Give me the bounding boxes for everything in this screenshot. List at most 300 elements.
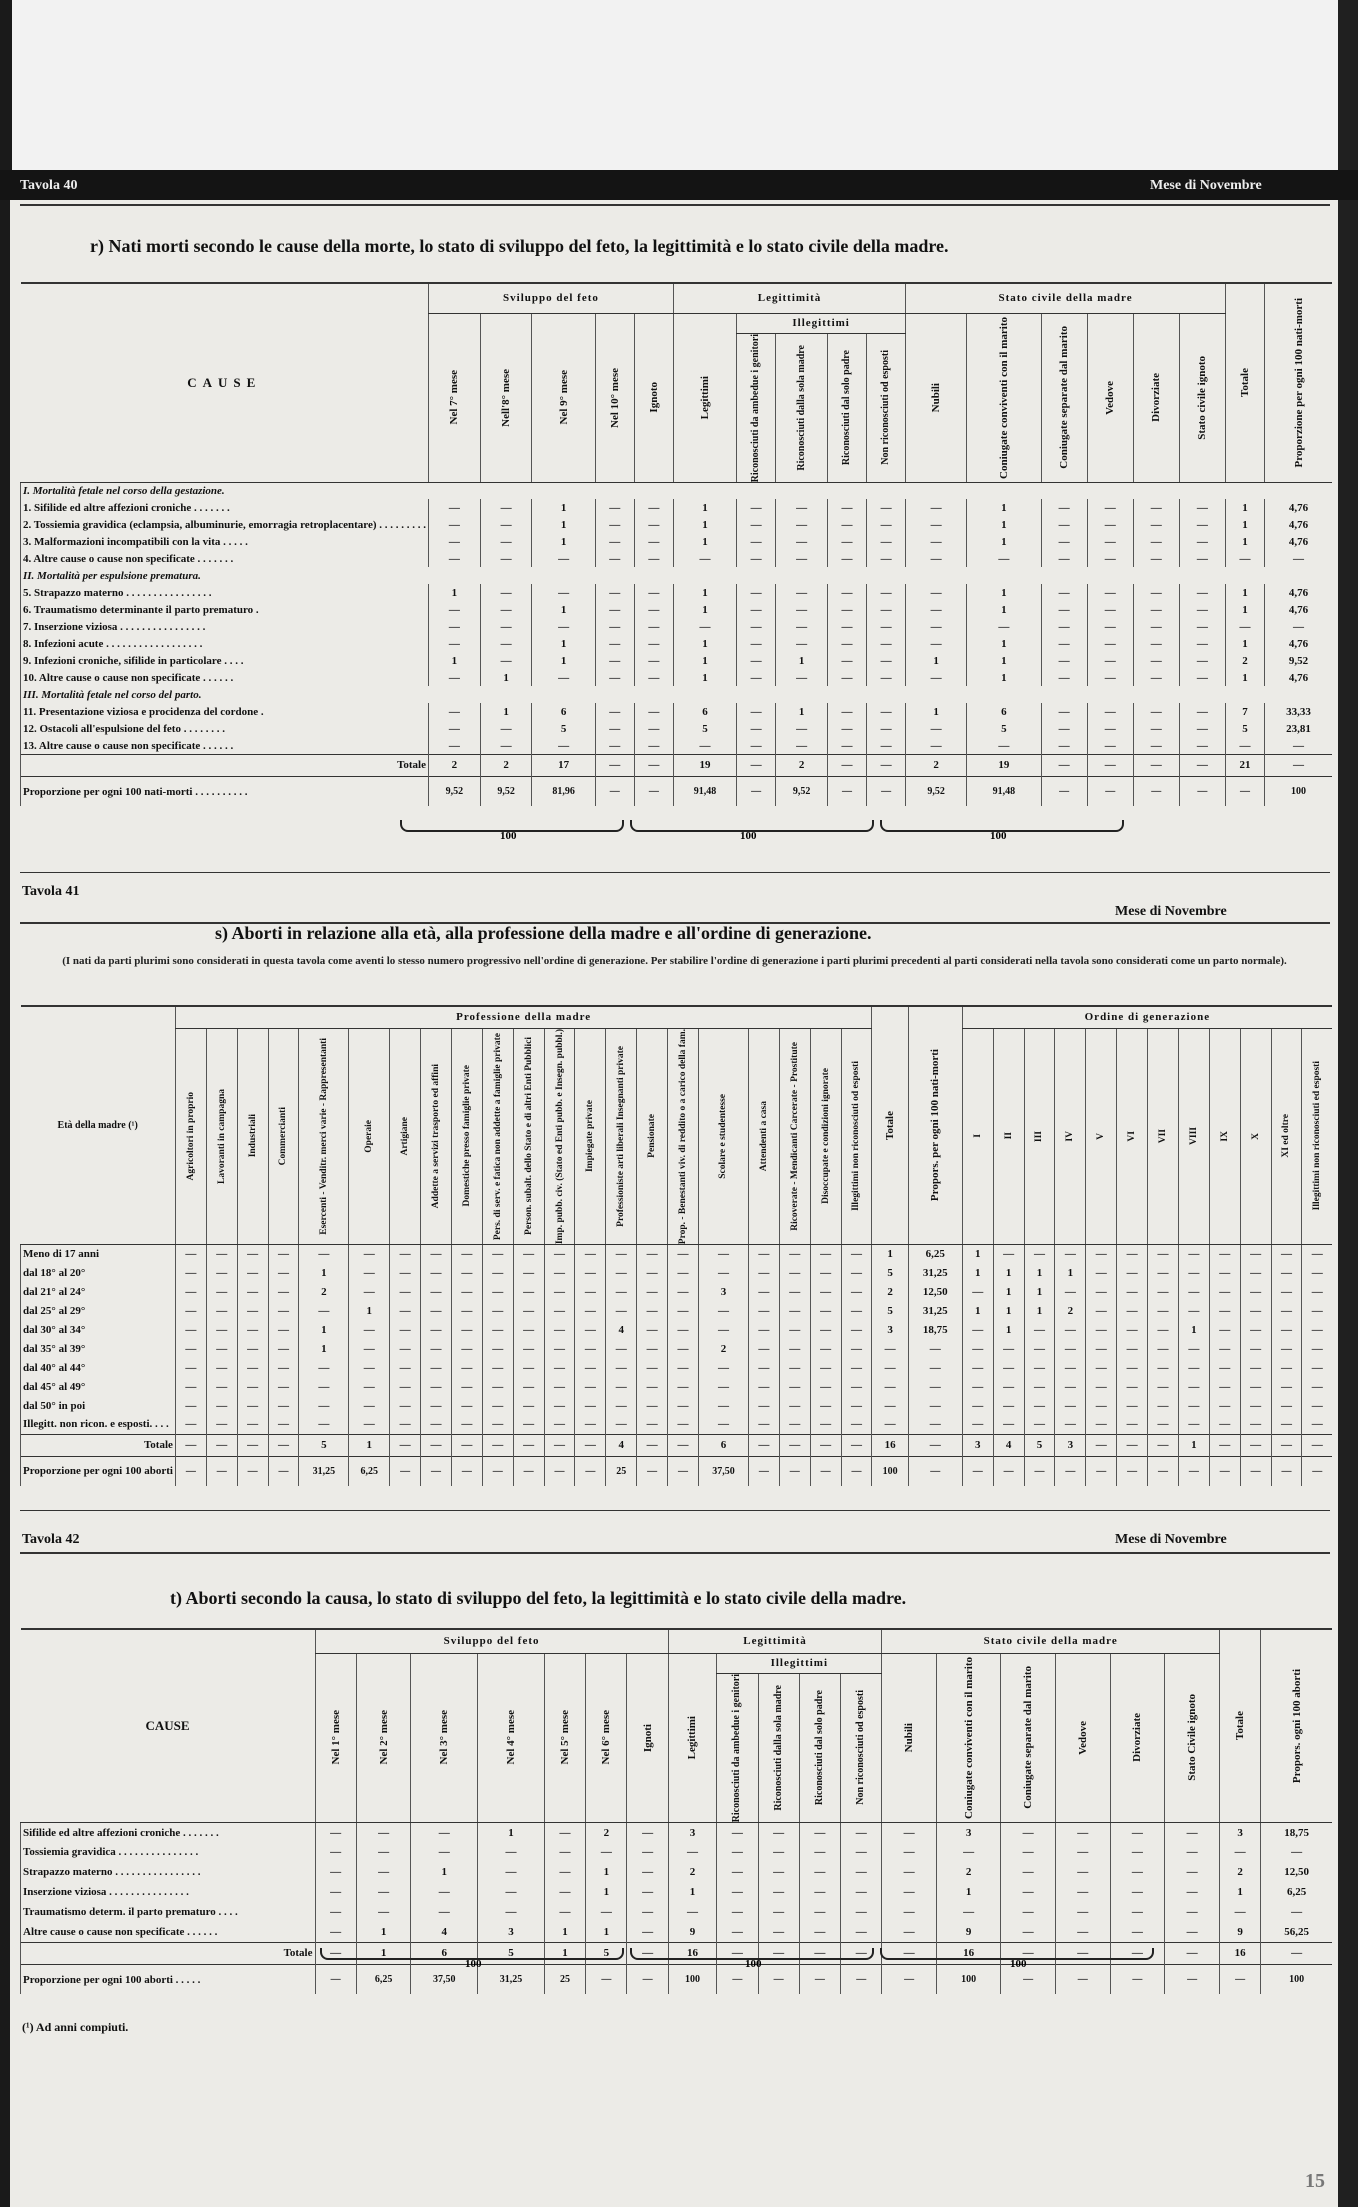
total-cell: 1 [1178, 1434, 1209, 1456]
table-cell: — [737, 516, 776, 533]
table-cell: — [175, 1263, 206, 1282]
table-cell: — [1086, 1396, 1117, 1415]
table-cell: — [1117, 1396, 1148, 1415]
total-cell: 4 [993, 1434, 1024, 1456]
table-cell: 1 [532, 635, 595, 652]
total-cell: — [1055, 1942, 1110, 1964]
table-cell: — [411, 1822, 478, 1842]
table-cell: — [206, 1358, 237, 1377]
table-cell: — [513, 1282, 544, 1301]
table-cell: — [841, 1263, 872, 1282]
footnote: (¹) Ad anni compiuti. [22, 2020, 129, 2034]
table-t-col-header: Nel 1° mese [315, 1653, 356, 1822]
row-label: 4. Altre cause o cause non specificate . . . . . . . [21, 550, 429, 567]
table-cell: — [799, 1882, 840, 1902]
total-cell: 19 [967, 754, 1042, 776]
table-cell: — [482, 1244, 513, 1263]
table-cell: 1 [962, 1301, 993, 1320]
proportion-cell: — [421, 1456, 452, 1486]
proportion-cell: — [1110, 1964, 1165, 1994]
table-cell: — [962, 1377, 993, 1396]
table-cell: — [1178, 1339, 1209, 1358]
proportion-cell: 31,25 [299, 1456, 349, 1486]
table-s-group-ordine: Ordine di generazione [962, 1006, 1332, 1028]
table-cell: — [1024, 1244, 1055, 1263]
table-cell: — [827, 737, 866, 754]
table-cell: — [1148, 1358, 1179, 1377]
table-cell: — [668, 1263, 699, 1282]
table-cell: — [668, 1301, 699, 1320]
table-cell: — [482, 1396, 513, 1415]
table-cell: — [634, 550, 673, 567]
table-cell: — [737, 737, 776, 754]
table-cell: 1 [668, 1882, 717, 1902]
table-s-col-header: VI [1117, 1028, 1148, 1244]
total-cell: — [717, 1942, 758, 1964]
total-label: Totale [21, 1942, 316, 1964]
table-row [21, 584, 1333, 601]
table-s-col-header: I [962, 1028, 993, 1244]
table-cell: — [1148, 1339, 1179, 1358]
table-cell: — [717, 1882, 758, 1902]
table-cell: — [737, 635, 776, 652]
table-row [21, 686, 1333, 703]
table-cell: — [1179, 533, 1225, 550]
proportion-cell: — [595, 776, 634, 806]
proportion-cell: — [1209, 1456, 1240, 1486]
table-row [21, 482, 1333, 499]
table-cell: — [1240, 1396, 1271, 1415]
table-cell: — [544, 1244, 575, 1263]
total-cell: 19 [673, 754, 736, 776]
table-cell: — [1302, 1282, 1332, 1301]
table-cell: — [906, 618, 967, 635]
table-cell: — [1271, 1415, 1302, 1434]
table-cell: — [299, 1377, 349, 1396]
table-cell: 1 [1225, 499, 1264, 516]
table-row [21, 1358, 1333, 1377]
table-cell: — [513, 1396, 544, 1415]
total-cell: — [634, 754, 673, 776]
proportion-cell: — [1055, 1964, 1110, 1994]
total-cell: 16 [936, 1942, 1000, 1964]
table-cell: — [595, 635, 634, 652]
table-cell: — [1055, 1415, 1086, 1434]
table-cell: — [827, 516, 866, 533]
table-cell: — [1240, 1339, 1271, 1358]
table-cell: — [206, 1244, 237, 1263]
total-cell: — [1302, 1434, 1332, 1456]
proportion-cell: — [810, 1456, 841, 1486]
table-cell: — [1110, 1882, 1165, 1902]
table-cell: — [748, 1396, 779, 1415]
table-cell: — [882, 1882, 937, 1902]
table-cell: — [967, 618, 1042, 635]
table-cell: — [480, 533, 532, 550]
table-cell: — [1265, 550, 1332, 567]
table-cell: — [827, 533, 866, 550]
table-cell: 1 [993, 1263, 1024, 1282]
table-cell: — [175, 1396, 206, 1415]
table-cell: — [1165, 1882, 1220, 1902]
table-cell: — [737, 550, 776, 567]
divider-42 [20, 1510, 1330, 1511]
total-cell: — [1179, 754, 1225, 776]
table-t-sum-sviluppo: 100 [465, 1958, 482, 1970]
row-label: 13. Altre cause o cause non specificate . . . . . . [21, 737, 429, 754]
table-cell: — [451, 1358, 482, 1377]
table-cell: — [1086, 1282, 1117, 1301]
total-cell: 16 [872, 1434, 908, 1456]
table-cell: 1 [1225, 669, 1264, 686]
total-cell: 3 [962, 1434, 993, 1456]
proportion-cell: — [1055, 1456, 1086, 1486]
table-cell: — [827, 669, 866, 686]
table-cell: 1 [532, 652, 595, 669]
table-cell: — [634, 703, 673, 720]
table-row [21, 1301, 1333, 1320]
total-cell: 5 [478, 1942, 545, 1964]
total-cell: — [1001, 1942, 1056, 1964]
table-cell: — [779, 1377, 810, 1396]
table-cell: 1 [673, 516, 736, 533]
proportion-row [21, 1964, 1333, 1994]
divider-41 [20, 872, 1330, 873]
table-cell: 2 [698, 1339, 748, 1358]
table-r-body [21, 482, 1333, 806]
table-cell: — [513, 1301, 544, 1320]
table-cell: — [867, 720, 906, 737]
table-cell: — [1133, 499, 1179, 516]
table-row [21, 499, 1333, 516]
table-cell: — [841, 1358, 872, 1377]
table-cell: — [544, 1902, 585, 1922]
table-cell: — [480, 550, 532, 567]
table-s [20, 1005, 1332, 1486]
table-cell: — [451, 1377, 482, 1396]
table-cell: — [1001, 1862, 1056, 1882]
table-cell: — [268, 1244, 299, 1263]
proportion-cell: — [1133, 776, 1179, 806]
proportion-cell: — [993, 1456, 1024, 1486]
table-cell: — [480, 584, 532, 601]
total-cell: — [1271, 1434, 1302, 1456]
table-cell: 4,76 [1265, 635, 1332, 652]
table-cell: — [867, 499, 906, 516]
table-cell: — [315, 1902, 356, 1922]
table-cell: — [962, 1320, 993, 1339]
table-cell: — [595, 533, 634, 550]
table-row [21, 618, 1333, 635]
table-cell: — [627, 1922, 668, 1942]
table-cell: — [1055, 1377, 1086, 1396]
table-cell: — [206, 1396, 237, 1415]
table-row [21, 1922, 1333, 1942]
table-cell: — [1302, 1263, 1332, 1282]
total-cell: — [1240, 1434, 1271, 1456]
table-cell: — [1165, 1822, 1220, 1842]
table-cell: — [634, 669, 673, 686]
table-cell: — [1041, 652, 1087, 669]
table-cell: — [627, 1842, 668, 1862]
table-cell: — [698, 1415, 748, 1434]
table-r-col-header: Nel 10° mese [595, 313, 634, 482]
table-cell: — [606, 1415, 637, 1434]
table-t-sum-stato-civile: 100 [1010, 1958, 1027, 1970]
table-cell: 2 [936, 1862, 1000, 1882]
table-t-col-header: Nel 3° mese [411, 1653, 478, 1822]
proportion-cell: — [1086, 1456, 1117, 1486]
table-cell: — [810, 1244, 841, 1263]
table-r-col-totale: Totale [1225, 283, 1264, 482]
table-cell: — [532, 737, 595, 754]
table-cell: — [906, 533, 967, 550]
table-cell: — [1179, 652, 1225, 669]
table-cell: — [1225, 737, 1264, 754]
table-cell: — [606, 1282, 637, 1301]
proportion-cell: 100 [668, 1964, 717, 1994]
row-label: 2. Tossiemia gravidica (eclampsia, albuminurie, emorragia retroplacentare) . . . . . . . . . [21, 516, 429, 533]
table-cell: — [1055, 1902, 1110, 1922]
table-cell: — [906, 737, 967, 754]
proportion-cell: — [1148, 1456, 1179, 1486]
table-cell: — [810, 1358, 841, 1377]
proportion-cell: — [962, 1456, 993, 1486]
table-cell: — [776, 533, 828, 550]
table-cell: — [299, 1358, 349, 1377]
table-cell: — [606, 1377, 637, 1396]
table-cell: — [841, 1301, 872, 1320]
table-cell: 4,76 [1265, 601, 1332, 618]
table-cell: — [429, 720, 481, 737]
table-cell: — [206, 1339, 237, 1358]
table-cell: — [606, 1263, 637, 1282]
table-cell: 1 [1024, 1301, 1055, 1320]
total-cell: — [206, 1434, 237, 1456]
table-cell: — [390, 1396, 421, 1415]
table-s-title: s) Aborti in relazione alla età, alla professione della madre e all'ordine di generazione. [215, 923, 872, 943]
table-cell: — [1055, 1339, 1086, 1358]
table-cell: — [421, 1358, 452, 1377]
table-r-group-illegittimi: Illegittimi [737, 313, 906, 333]
table-s-col-header: IX [1209, 1028, 1240, 1244]
table-cell: — [237, 1358, 268, 1377]
table-cell: — [1041, 516, 1087, 533]
table-cell: — [668, 1415, 699, 1434]
table-cell: — [668, 1320, 699, 1339]
table-cell: — [673, 618, 736, 635]
table-t-body [21, 1822, 1333, 1994]
table-cell: — [776, 669, 828, 686]
table-cell: — [799, 1902, 840, 1922]
proportion-cell: — [841, 1964, 882, 1994]
table-cell: — [595, 516, 634, 533]
table-cell: — [841, 1842, 882, 1862]
total-cell: — [1148, 1434, 1179, 1456]
table-cell: 23,81 [1265, 720, 1332, 737]
proportion-cell: 31,25 [478, 1964, 545, 1994]
proportion-cell: — [206, 1456, 237, 1486]
table-cell: — [841, 1882, 882, 1902]
table-cell: 1 [1225, 516, 1264, 533]
table-cell: — [799, 1862, 840, 1882]
total-cell: — [1110, 1942, 1165, 1964]
table-cell: — [349, 1244, 390, 1263]
table-cell: — [1024, 1377, 1055, 1396]
table-cell: — [1087, 703, 1133, 720]
table-cell: — [390, 1282, 421, 1301]
table-cell: — [799, 1922, 840, 1942]
table-s-eta-header: Età della madre (¹) [21, 1006, 176, 1244]
table-cell: — [908, 1358, 962, 1377]
table-row [21, 1862, 1333, 1882]
table-cell: 1 [993, 1282, 1024, 1301]
table-cell: 31,25 [908, 1263, 962, 1282]
table-cell: — [237, 1320, 268, 1339]
table-cell: — [962, 1415, 993, 1434]
total-cell: — [1265, 754, 1332, 776]
table-cell: — [637, 1339, 668, 1358]
table-cell: — [1302, 1396, 1332, 1415]
table-cell: 1 [993, 1320, 1024, 1339]
table-cell: 1 [1225, 533, 1264, 550]
table-row [21, 1339, 1333, 1358]
table-cell: 5 [967, 720, 1042, 737]
table-s-col-header: III [1024, 1028, 1055, 1244]
table-cell: — [1261, 1902, 1332, 1922]
table-cell: — [480, 516, 532, 533]
table-cell: 7 [1225, 703, 1264, 720]
table-cell: — [513, 1263, 544, 1282]
total-cell: 1 [349, 1434, 390, 1456]
proportion-cell: 9,52 [776, 776, 828, 806]
table-cell: — [237, 1396, 268, 1415]
row-label: Illegitt. non ricon. e esposti. . . . [21, 1415, 176, 1434]
table-cell: — [349, 1263, 390, 1282]
total-cell: — [908, 1434, 962, 1456]
table-cell: — [513, 1320, 544, 1339]
table-cell: — [544, 1882, 585, 1902]
table-cell: — [1117, 1320, 1148, 1339]
table-cell: — [480, 618, 532, 635]
total-cell: — [758, 1942, 799, 1964]
total-cell: — [315, 1942, 356, 1964]
table-cell: — [779, 1282, 810, 1301]
table-cell: — [575, 1263, 606, 1282]
table-cell: — [421, 1282, 452, 1301]
table-row [21, 1415, 1333, 1434]
row-label: dal 45° al 49° [21, 1377, 176, 1396]
table-cell: — [606, 1244, 637, 1263]
table-row [21, 1882, 1333, 1902]
table-cell: — [634, 720, 673, 737]
table-cell: — [356, 1882, 411, 1902]
table-cell: — [872, 1415, 908, 1434]
table-cell: — [779, 1415, 810, 1434]
table-cell: — [1133, 516, 1179, 533]
scan-edge-right [1338, 0, 1358, 2207]
table-cell: — [390, 1301, 421, 1320]
table-cell: — [1117, 1282, 1148, 1301]
table-s-body [21, 1244, 1333, 1486]
table-cell: 1 [1219, 1882, 1260, 1902]
total-cell: 6 [411, 1942, 478, 1964]
table-cell: — [717, 1822, 758, 1842]
table-cell: — [315, 1922, 356, 1942]
table-s-col-header: VIII [1178, 1028, 1209, 1244]
table-cell: — [575, 1358, 606, 1377]
table-cell: 4,76 [1265, 516, 1332, 533]
table-cell: — [1240, 1358, 1271, 1377]
table-cell: 5 [872, 1301, 908, 1320]
table-cell: — [478, 1862, 545, 1882]
table-cell: — [779, 1263, 810, 1282]
table-cell: — [634, 516, 673, 533]
table-cell: — [544, 1263, 575, 1282]
table-cell: — [1148, 1263, 1179, 1282]
table-cell: — [1225, 550, 1264, 567]
table-s-col-header: Addette a servizi trasporto ed affini [421, 1028, 452, 1244]
table-cell: — [1179, 669, 1225, 686]
proportion-cell: — [1219, 1964, 1260, 1994]
table-cell: — [349, 1396, 390, 1415]
table-cell: — [1117, 1377, 1148, 1396]
table-cell: — [737, 533, 776, 550]
table-t-sum-legittimita: 100 [745, 1958, 762, 1970]
row-label: 5. Strapazzo materno . . . . . . . . . . . . . . . . [21, 584, 429, 601]
table-cell: 1 [356, 1922, 411, 1942]
table-row [21, 669, 1333, 686]
table-cell: — [827, 601, 866, 618]
table-cell: — [962, 1396, 993, 1415]
table-cell: 1 [673, 669, 736, 686]
table-cell: — [882, 1902, 937, 1922]
table-cell: — [776, 584, 828, 601]
table-cell: — [478, 1842, 545, 1862]
table-cell: — [637, 1320, 668, 1339]
table-cell: — [668, 1282, 699, 1301]
total-cell: — [544, 1434, 575, 1456]
proportion-cell: — [1165, 1964, 1220, 1994]
table-cell: — [1179, 720, 1225, 737]
table-cell: — [575, 1320, 606, 1339]
table-cell: 1 [349, 1301, 390, 1320]
proportion-cell: 91,48 [967, 776, 1042, 806]
table-cell: 1 [1024, 1282, 1055, 1301]
table-cell: — [776, 737, 828, 754]
table-cell: — [668, 1358, 699, 1377]
total-cell: — [513, 1434, 544, 1456]
table-cell: — [1165, 1862, 1220, 1882]
table-cell: 1 [544, 1922, 585, 1942]
table-s-col-header: Attendenti a casa [748, 1028, 779, 1244]
table-cell: — [349, 1415, 390, 1434]
table-cell: 9 [1219, 1922, 1260, 1942]
table-cell: — [1087, 720, 1133, 737]
proportion-cell: 25 [544, 1964, 585, 1994]
table-r-col-header: Riconosciuti dalla sola madre [776, 333, 828, 482]
table-s-col-header: Commercianti [268, 1028, 299, 1244]
total-label: Totale [21, 1434, 176, 1456]
table-cell: — [906, 720, 967, 737]
proportion-cell: — [544, 1456, 575, 1486]
table-cell: — [882, 1842, 937, 1862]
table-cell: — [544, 1377, 575, 1396]
table-cell: — [737, 720, 776, 737]
table-cell: — [737, 669, 776, 686]
tavola-42-label: Tavola 42 [22, 1532, 80, 1547]
table-cell: — [810, 1415, 841, 1434]
